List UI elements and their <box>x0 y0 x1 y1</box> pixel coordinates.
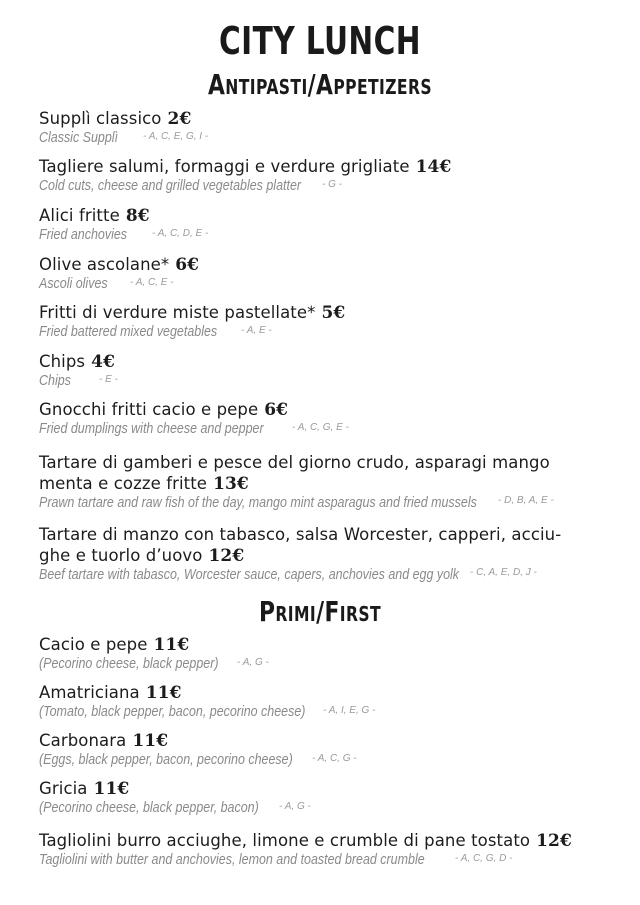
menu-item <box>39 254 614 293</box>
item-price: 8€ <box>125 206 150 226</box>
item-description: Fried anchovies <box>39 227 128 243</box>
item-allergens: - A, G - <box>237 657 269 668</box>
menu-item <box>39 452 614 512</box>
item-name: Alici fritte <box>39 206 120 225</box>
item-name: Carbonara <box>39 731 127 750</box>
item-allergens: - A, C, G, D - <box>455 853 513 864</box>
item-allergens: - A, C, E, G, I - <box>143 131 209 142</box>
item-price: 2€ <box>167 109 192 129</box>
item-name: Gricia <box>39 779 88 798</box>
item-allergens: - G - <box>322 179 342 190</box>
item-name: Supplì classico <box>39 109 162 128</box>
menu-item <box>39 205 614 244</box>
item-name: Tagliolini burro acciughe, limone e crumble di pane tostato <box>39 831 531 850</box>
menu-title: CITY LUNCH <box>219 19 421 63</box>
item-name: Tagliere salumi, formaggi e verdure grigliate <box>39 157 410 176</box>
menu-item <box>39 302 614 341</box>
menu-item <box>39 682 614 721</box>
item-allergens: - A, C, D, E - <box>152 228 209 239</box>
item-description: Chips <box>39 373 71 389</box>
item-allergens: - D, B, A, E - <box>498 495 554 506</box>
menu-item <box>39 108 614 147</box>
item-price: 12€ <box>208 546 245 566</box>
item-description: (Pecorino cheese, black pepper, bacon) <box>39 800 259 816</box>
section-heading-first: Primi/First <box>258 595 382 628</box>
item-name: Fritti di verdure miste pastellate* <box>39 303 316 322</box>
item-price: 11€ <box>93 779 130 799</box>
item-name: Chips <box>39 352 86 371</box>
item-description: Fried battered mixed vegetables <box>39 324 218 340</box>
item-price: 6€ <box>264 400 289 420</box>
item-price: 11€ <box>145 683 182 703</box>
section-heading-appetizers: Antipasti/Appetizers <box>207 68 433 101</box>
item-description: Beef tartare with tabasco, Worcester sauce, capers, anchovies and egg yolk <box>39 567 460 583</box>
item-name: Amatriciana <box>39 683 140 702</box>
item-price: 13€ <box>213 474 249 494</box>
item-allergens: - A, C, G, E - <box>292 422 349 433</box>
menu-item <box>39 399 614 438</box>
item-name: Gnocchi fritti cacio e pepe <box>39 400 259 419</box>
item-description: Ascoli olives <box>39 276 108 292</box>
item-price: 5€ <box>321 303 346 323</box>
menu-item <box>39 634 614 673</box>
item-name-line1: Tartare di gamberi e pesce del giorno crudo, asparagi mango <box>39 453 550 472</box>
item-name: ghe e tuorlo d’uovo <box>39 546 203 565</box>
item-allergens: - A, C, G - <box>312 753 357 764</box>
item-description: (Pecorino cheese, black pepper) <box>39 656 219 672</box>
item-price: 11€ <box>153 635 190 655</box>
item-description: (Tomato, black pepper, bacon, pecorino cheese) <box>39 704 306 720</box>
item-allergens: - A, I, E, G - <box>323 705 376 716</box>
item-description: Tagliolini with butter and anchovies, lemon and toasted bread crumble <box>39 852 425 868</box>
item-name: menta e cozze fritte <box>39 474 208 493</box>
item-price: 6€ <box>175 255 200 275</box>
item-name-line1: Tartare di manzo con tabasco, salsa Worcester, capperi, acciu- <box>39 525 562 544</box>
menu-item <box>39 156 614 195</box>
item-price: 14€ <box>415 157 452 177</box>
item-name: Cacio e pepe <box>39 635 148 654</box>
menu-item <box>39 730 614 769</box>
menu-item <box>39 830 614 869</box>
item-price: 11€ <box>132 731 169 751</box>
item-allergens: - A, C, E - <box>130 277 174 288</box>
item-description: Classic Supplì <box>39 130 119 146</box>
item-allergens: - C, A, E, D, J - <box>470 567 537 578</box>
menu-item <box>39 351 614 390</box>
item-allergens: - A, E - <box>241 325 272 336</box>
item-name: Olive ascolane* <box>39 255 170 274</box>
item-price: 12€ <box>536 831 572 851</box>
item-price: 4€ <box>91 352 115 372</box>
item-description: Fried dumplings with cheese and pepper <box>39 421 264 437</box>
item-allergens: - A, G - <box>279 801 311 812</box>
item-description: Cold cuts, cheese and grilled vegetables platter <box>39 178 302 194</box>
menu-item <box>39 778 614 817</box>
item-description: Prawn tartare and raw fish of the day, mango mint asparagus and fried mussels <box>39 495 477 511</box>
menu-item <box>39 524 614 584</box>
item-description: (Eggs, black pepper, bacon, pecorino cheese) <box>39 752 293 768</box>
item-allergens: - E - <box>99 374 118 385</box>
